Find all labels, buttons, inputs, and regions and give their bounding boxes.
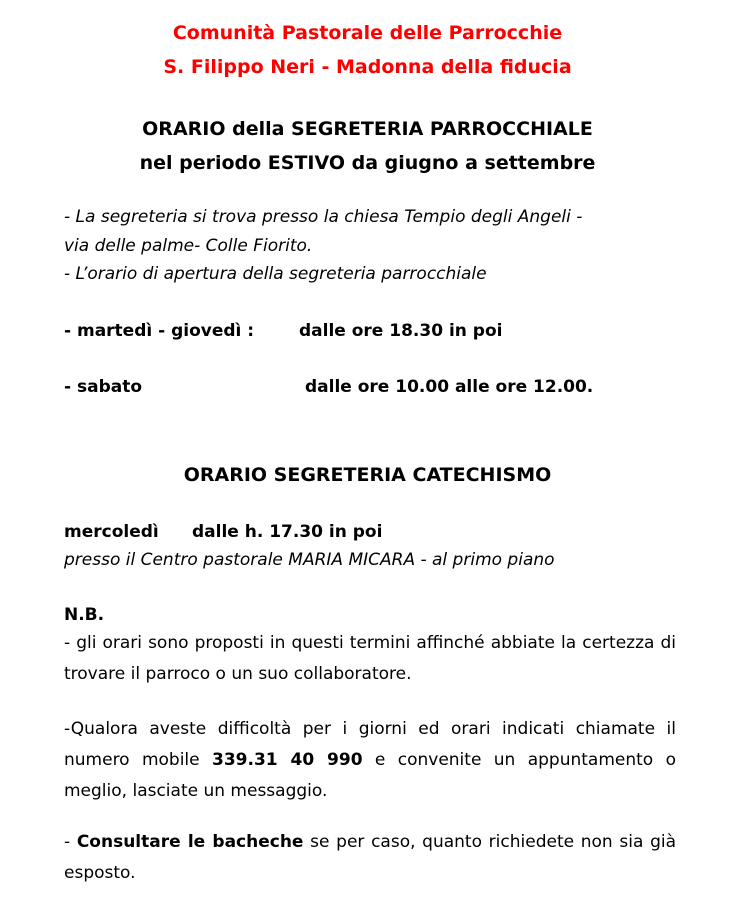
note-bulletin-prefix: - bbox=[64, 832, 77, 852]
schedule-hours: dalle ore 10.00 alle ore 12.00. bbox=[305, 377, 594, 397]
note-bulletin-bold: Consultare le bacheche bbox=[76, 832, 304, 852]
schedule-hours: dalle ore 18.30 in poi bbox=[299, 321, 503, 341]
office-location-line2: via delle palme- Colle Fiorito. bbox=[64, 236, 313, 256]
note-phone-text-before: -Qualora aveste difficoltà per i giorni ed orari indicati chiamate il numero mobile bbox=[64, 719, 676, 770]
catechism-location: presso il Centro pastorale MARIA MICARA - al primo piano bbox=[64, 550, 555, 570]
community-name: Comunità Pastorale delle Parrocchie bbox=[172, 22, 563, 44]
note-contact-certainty: - gli orari sono proposti in questi termini affinché abbiate la certezza di trovare il parroco o un suo collaboratore. bbox=[64, 633, 676, 684]
note-phone-text-after: e convenite un appuntamento o meglio, lasciate un messaggio. bbox=[64, 750, 676, 801]
parishes-name: S. Filippo Neri - Madonna della fiducia bbox=[163, 56, 572, 78]
schedule-days: - martedì - giovedì : bbox=[64, 321, 255, 341]
phone-number: 339.31 40 990 bbox=[212, 750, 363, 770]
opening-hours-intro: - L’orario di apertura della segreteria parrocchiale bbox=[64, 264, 487, 284]
catechism-office-title: ORARIO SEGRETERIA CATECHISMO bbox=[183, 464, 552, 486]
note-phone-contact bbox=[64, 714, 676, 807]
office-location-line1: - La segreteria si trova presso la chiesa Tempio degli Angeli - bbox=[64, 207, 583, 227]
schedule-days: - sabato bbox=[64, 377, 143, 397]
catechism-day: mercoledì bbox=[64, 522, 159, 542]
parish-office-title: ORARIO della SEGRETERIA PARROCCHIALE bbox=[142, 118, 593, 140]
catechism-schedule bbox=[64, 522, 382, 542]
notes-label: N.B. bbox=[64, 605, 105, 625]
note-bulletin-rest: se per caso, quanto richiedete non sia già esposto. bbox=[64, 832, 677, 883]
parish-office-period: nel periodo ESTIVO da giugno a settembre bbox=[139, 152, 596, 174]
catechism-hours: dalle h. 17.30 in poi bbox=[192, 522, 383, 542]
note-bulletin-boards bbox=[64, 827, 676, 889]
schedule-row-weekday bbox=[64, 321, 502, 341]
schedule-row-saturday bbox=[64, 377, 593, 397]
